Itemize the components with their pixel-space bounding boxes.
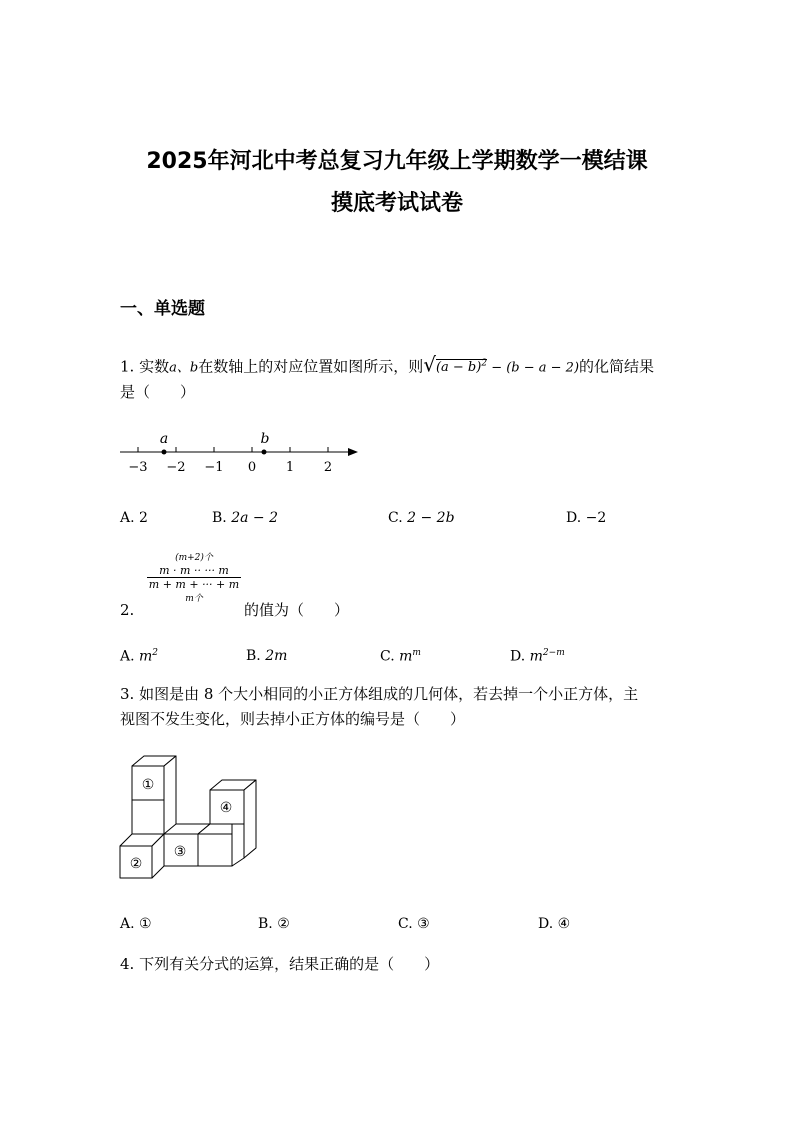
question-3-line1 [120,680,638,708]
question-1-mid: 在数轴上的对应位置如图所示，则 [198,357,424,376]
q1-option-d[interactable] [566,510,606,526]
option-letter: B. [246,648,261,664]
option-letter: B. [212,510,227,526]
q2-option-c[interactable] [380,648,421,665]
cube-figure [118,752,260,882]
question-1-pre: 实数 [139,357,170,376]
question-2-post: 的值为（ ） [244,601,350,619]
point-b-label: b [260,431,270,447]
tick-label: 2 [323,460,333,475]
q3-option-c[interactable] [398,916,430,932]
cube-side-face [244,780,256,858]
section-heading: 一、单选题 [120,299,205,319]
option-sup: 2 [152,648,159,658]
option-base: m [399,648,413,665]
question-3-number: 3. [120,685,135,703]
fraction-top-count: (m+2)个 [175,553,213,563]
option-text: ③ [417,916,430,932]
page-title-line2: 摸底考试试卷 [330,191,463,216]
option-text: −2 [585,510,607,526]
question-3-text: 如图是由 8 个大小相同的小正方体组成的几何体，若去掉一个小正方体，主 [139,685,639,703]
question-4 [120,950,439,978]
fraction-numerator: m · m ·· ··· m [159,564,229,577]
option-text: ④ [557,916,571,932]
option-letter: D. [566,510,582,526]
question-4-text: 下列有关分式的运算，结果正确的是（ ） [139,955,440,973]
root-base: (a − b) [435,360,482,376]
question-2-fraction [144,552,244,606]
tick-label: −1 [204,460,224,475]
question-1-number: 1. [120,357,135,376]
option-text: 2 − 2b [407,510,455,526]
option-letter: D. [538,916,554,932]
tick-label: 1 [285,460,295,475]
tick-label: −2 [166,460,186,475]
option-sup: m [412,648,421,658]
option-letter: C. [398,916,413,932]
q1-option-c[interactable] [388,510,455,526]
question-2-number: 2. [120,601,135,619]
q3-option-b[interactable] [258,916,290,932]
root-exponent: 2 [481,359,488,369]
option-letter: A. [120,648,135,665]
point-a-label: a [159,431,169,447]
fraction-denominator: m + m + ··· + m [148,578,240,591]
question-4-number: 4. [120,955,135,973]
q2-option-a[interactable] [120,648,158,665]
cube-label-1: ① [141,777,155,793]
option-text: 2 [139,510,148,526]
number-line-arrow [348,448,358,456]
cube-side-face [232,824,244,866]
tick-label: 0 [247,460,257,475]
q1-option-a[interactable] [120,510,148,526]
cube-label-4: ④ [219,800,233,816]
q3-option-a[interactable] [120,916,152,932]
option-sup: 2−m [542,648,565,658]
q2-option-d[interactable] [510,648,565,665]
question-1-post: 的化简结果 [579,357,655,376]
option-base: m [139,648,153,665]
option-base: m [529,648,543,665]
option-letter: A. [120,510,135,526]
question-1-line2: 是（ ） [120,383,196,401]
sqrt-sign: √ [423,352,436,377]
number-line-figure [112,428,364,480]
question-1 [120,350,654,382]
option-text: 2a − 2 [231,510,278,526]
question-1-root-expression [436,359,487,375]
question-1-expr-rest: − (b − a − 2) [487,360,580,376]
point-a [162,450,167,455]
option-text: ② [277,916,290,932]
option-letter: C. [388,510,403,526]
point-b [262,450,267,455]
option-letter: D. [510,648,526,665]
cube-label-3: ③ [173,844,187,860]
fraction-bottom-count: m个 [185,594,203,604]
page-title-line1: 2025年河北中考总复习九年级上学期数学一模结课 [146,149,648,174]
option-letter: C. [380,648,395,665]
question-3-line2: 视图不发生变化，则去掉小正方体的编号是（ ） [120,710,466,728]
cube-front [198,834,232,866]
q2-option-b[interactable] [246,648,287,664]
question-1-vars: a、b [169,360,199,376]
q3-option-d[interactable] [538,916,570,932]
option-text: ① [139,916,152,932]
option-letter: B. [258,916,273,932]
option-base: 2m [265,648,288,664]
q1-option-b[interactable] [212,510,278,526]
cube-front [132,800,164,834]
tick-label: −3 [128,460,148,475]
option-letter: A. [120,916,135,932]
cube-label-2: ② [129,856,143,872]
